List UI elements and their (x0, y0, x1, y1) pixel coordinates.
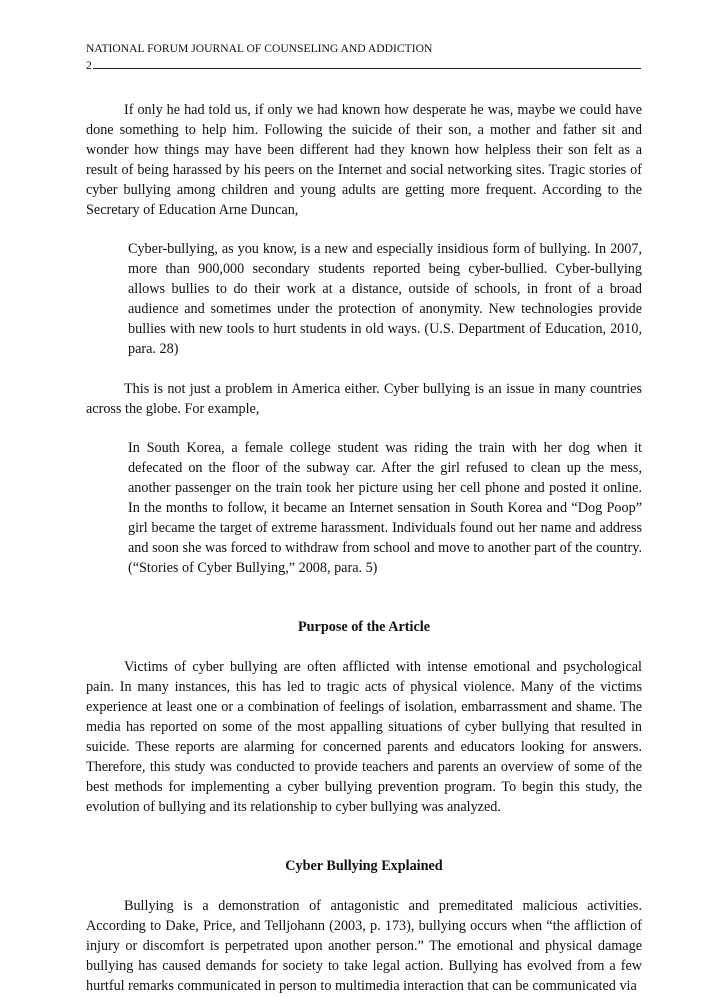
intro-paragraph: If only he had told us, if only we had known how desperate he was, maybe we could have done something to help him. Following the suicide of their son, a mother and father sit and wonder how things may have been different had they known how helpless their son felt as a result of being harassed by his peers on the Internet and social networking sites. Tragic stories of cyber bullying among children and young adults are getting more frequent. According to the Secretary of Education Arne Duncan, (86, 102, 642, 218)
page-number-rule (86, 57, 641, 73)
block-quote-korea: In South Korea, a female college student was riding the train with her dog when it defecated on the floor of the subway car. After the girl refused to clean up the mess, another passenger on the train took her picture using her cell phone and posted it online. In the months to follow, it became an Internet sensation in South Korea and “Dog Poop” girl became the target of extreme harassment. Individuals found out her name and address and soon she was forced to withdraw from school and move to another part of the country. (“Stories of Cyber Bullying,” 2008, para. 5) (128, 440, 642, 576)
explained-paragraph: Bullying is a demonstration of antagonistic and premeditated malicious activities. According to Dake, Price, and Telljohann (2003, p. 173), bullying occurs when “the affliction of injury or discomfort is perpetrated upon another person.” The emotional and physical damage bullying has caused demands for society to take legal action. Bullying has evolved from a few hurtful remarks communicated in person to multimedia interaction that can be communicated via (86, 898, 642, 994)
section-heading-purpose: Purpose of the Article (298, 619, 430, 636)
header-underline (93, 57, 641, 69)
global-paragraph: This is not just a problem in America either. Cyber bullying is an issue in many countries across the globe. For example, (86, 380, 642, 417)
section-heading-explained: Cyber Bullying Explained (285, 858, 443, 875)
block-quote-duncan: Cyber-bullying, as you know, is a new and especially insidious form of bullying. In 2007, more than 900,000 secondary students reported being cyber-bullied. Cyber-bullying allows bullies to do their work at a distance, outside of schools, in front of a broad audience and sometimes under the protection of anonymity. New technologies provide bullies with new tools to hurt students in old ways. (U.S. Department of Education, 2010, para. 28) (128, 241, 642, 357)
purpose-paragraph: Victims of cyber bullying are often afflicted with intense emotional and psychological pain. In many instances, this has led to tragic acts of physical violence. Many of the victims experience at least one or a combination of feelings of isolation, embarrassment and shame. The media has reported on some of the most appalling situations of cyber bullying that resulted in suicide. These reports are alarming for concerned parents and educators looking for answers. Therefore, this study was conducted to provide teachers and parents an overview of some of the best methods for implementing a cyber bullying prevention program. To begin this study, the evolution of bullying and its relationship to cyber bullying was analyzed. (86, 659, 642, 815)
article-body (86, 101, 642, 997)
page-number: 2 (86, 59, 92, 72)
journal-running-head: NATIONAL FORUM JOURNAL OF COUNSELING AND ADDICTION (86, 42, 433, 55)
